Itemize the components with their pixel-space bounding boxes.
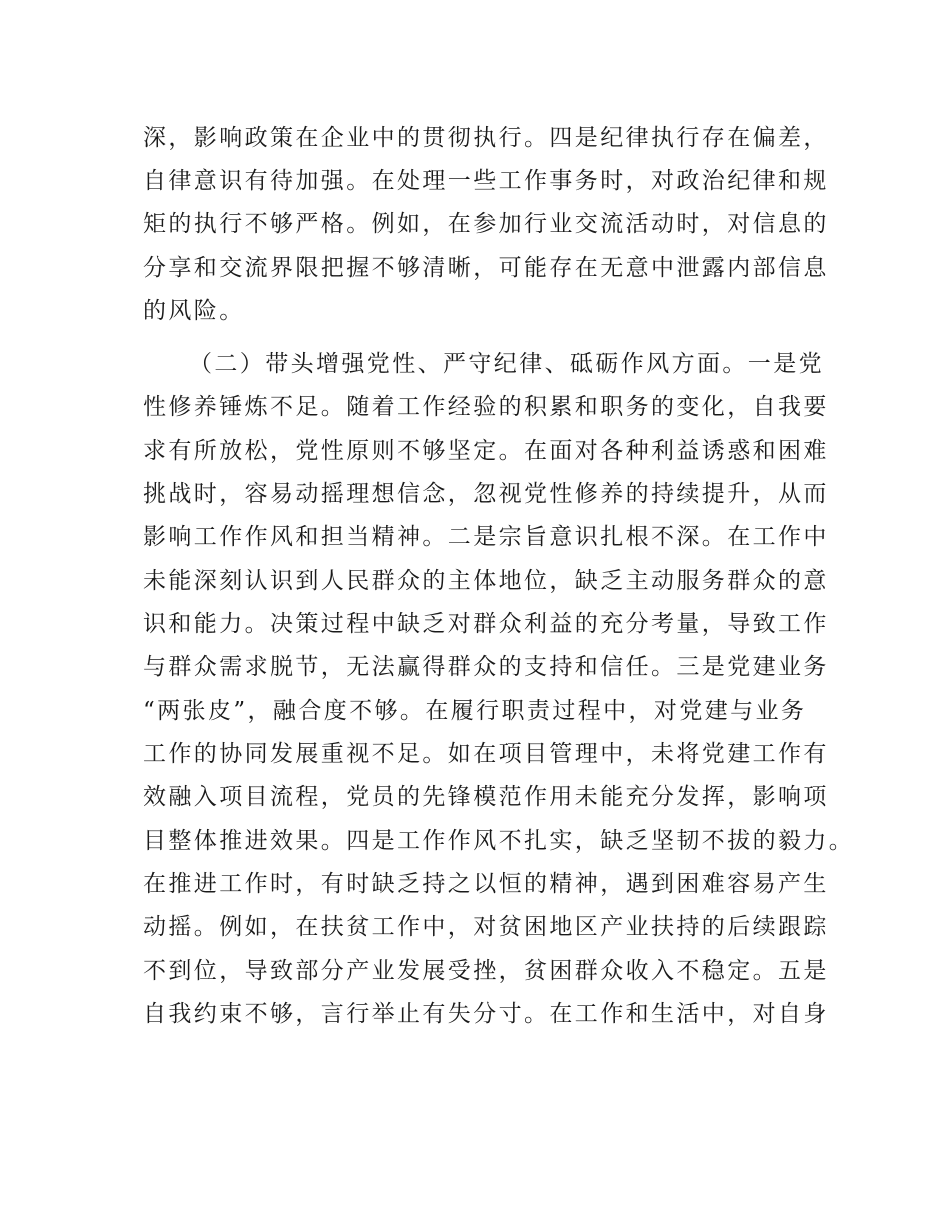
text-line: 效融入项目流程，党员的先锋模范作用未能充分发挥，影响项 <box>143 784 829 810</box>
text-line: “两张皮”，融合度不够。在履行职责过程中，对党建与业务 <box>143 698 807 724</box>
text-line: 目整体推进效果。四是工作作风不扎实，缺乏坚韧不拔的毅力。 <box>143 828 855 854</box>
text-line: 的风险。 <box>143 298 245 324</box>
text-line: 与群众需求脱节，无法赢得群众的支持和信任。三是党建业务 <box>143 654 829 680</box>
text-line: 工作的协同发展重视不足。如在项目管理中，未将党建工作有 <box>143 741 829 767</box>
text-line: 深，影响政策在企业中的贯彻执行。四是纪律执行存在偏差， <box>143 125 829 151</box>
section-heading-line: （二）带头增强党性、严守纪律、砥砺作风方面。一是党 <box>189 351 824 377</box>
text-line: 动摇。例如，在扶贫工作中，对贫困地区产业扶持的后续跟踪 <box>143 914 829 940</box>
text-line: 矩的执行不够严格。例如，在参加行业交流活动时，对信息的 <box>143 211 829 237</box>
text-line: 识和能力。决策过程中缺乏对群众利益的充分考量，导致工作 <box>143 611 829 637</box>
text-line: 未能深刻认识到人民群众的主体地位，缺乏主动服务群众的意 <box>143 568 829 594</box>
text-line: 挑战时，容易动摇理想信念，忽视党性修养的持续提升，从而 <box>143 481 829 507</box>
text-line: 自律意识有待加强。在处理一些工作事务时，对政治纪律和规 <box>143 168 829 194</box>
text-line: 分享和交流界限把握不够清晰，可能存在无意中泄露内部信息 <box>143 255 829 281</box>
text-line: 在推进工作时，有时缺乏持之以恒的精神，遇到困难容易产生 <box>143 871 829 897</box>
text-line: 性修养锤炼不足。随着工作经验的积累和职务的变化，自我要 <box>143 394 829 420</box>
text-line: 影响工作作风和担当精神。二是宗旨意识扎根不深。在工作中 <box>143 524 829 550</box>
text-line: 求有所放松，党性原则不够坚定。在面对各种利益诱惑和困难 <box>143 438 829 464</box>
text-line: 自我约束不够，言行举止有失分寸。在工作和生活中，对自身 <box>143 1001 829 1027</box>
text-line: 不到位，导致部分产业发展受挫，贫困群众收入不稳定。五是 <box>143 958 829 984</box>
